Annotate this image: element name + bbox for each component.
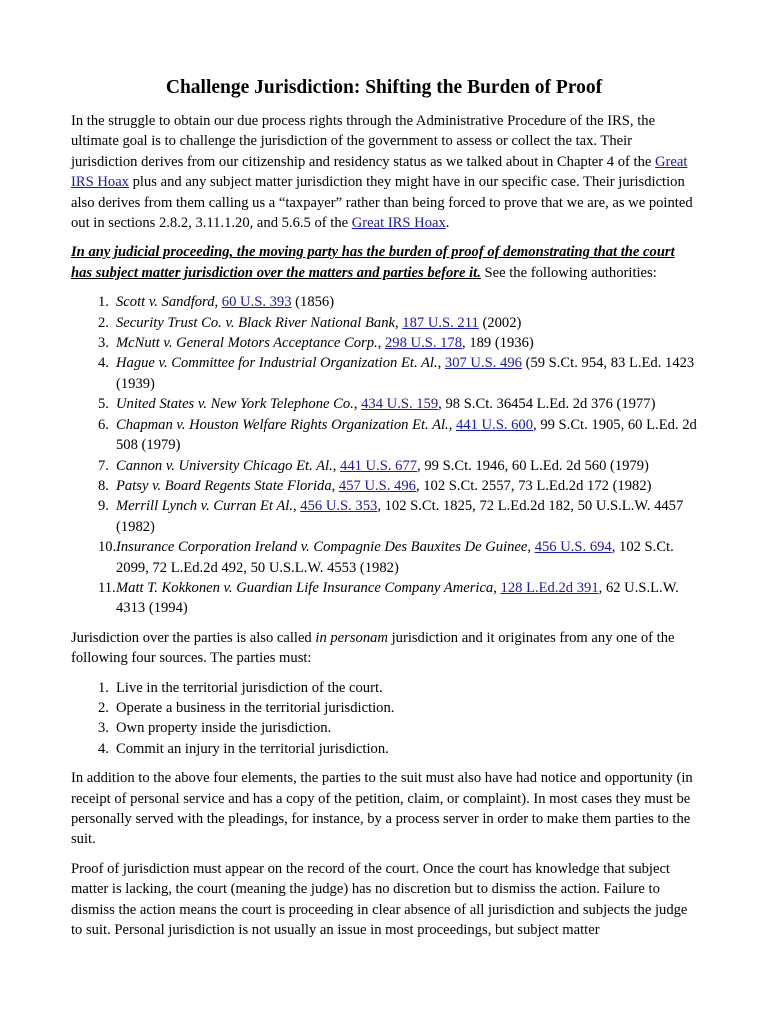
- burden-lead-statement: In any judicial proceeding, the moving party has the burden of proof of demonstrating that the court has subject matter jurisdiction over the matters and parties before it.: [71, 244, 675, 281]
- case-name: United States v. New York Telephone Co.: [116, 396, 354, 413]
- case-citation-link[interactable]: 187 U.S. 211: [402, 314, 479, 331]
- case-name: Security Trust Co. v. Black River National Bank: [116, 314, 395, 331]
- case-name: Scott v. Sandford: [116, 294, 215, 311]
- case-citation-link[interactable]: 298 U.S. 178: [384, 335, 463, 352]
- source-item: [71, 678, 697, 698]
- case-citation-link[interactable]: 456 U.S. 353: [300, 498, 378, 515]
- case-details: , 189 (1936): [462, 335, 534, 352]
- case-separator: ,: [214, 294, 222, 311]
- authority-item: [71, 537, 697, 578]
- authority-item: [71, 353, 697, 394]
- case-separator: ,: [377, 335, 385, 352]
- case-separator: ,: [292, 498, 301, 515]
- case-details: , 62 U.S.L.W. 4313 (1994): [116, 579, 679, 617]
- authority-item: [71, 394, 697, 414]
- list-number: 11.: [98, 579, 116, 596]
- list-number: 3.: [98, 335, 109, 352]
- list-number: 1.: [98, 294, 109, 311]
- source-item: [71, 718, 697, 738]
- source-text: Own property inside the jurisdiction.: [116, 720, 332, 737]
- case-separator: ,: [395, 314, 403, 331]
- great-irs-hoax-link-2[interactable]: Great IRS Hoax: [351, 215, 446, 232]
- case-separator: ,: [353, 396, 362, 413]
- source-item: [71, 739, 697, 759]
- list-number: 7.: [98, 457, 109, 474]
- case-citation-link[interactable]: 434 U.S. 159: [361, 396, 439, 413]
- in-personam-term: in personam: [315, 629, 388, 646]
- page-title: Challenge Jurisdiction: Shifting the Burden of Proof: [165, 77, 603, 98]
- burden-paragraph: [71, 242, 697, 283]
- list-number: 4.: [98, 740, 109, 757]
- case-details: , 102 S.Ct. 2099, 72 L.Ed.2d 492, 50 U.S.L.W. 4553 (1982): [116, 539, 674, 576]
- source-item: [71, 698, 697, 718]
- authority-item: [71, 333, 697, 353]
- case-citation-link[interactable]: 441 U.S. 600: [455, 416, 534, 433]
- authority-item: [71, 456, 697, 476]
- intro-text-1: In the struggle to obtain our due process rights through the Administrative Procedure of the IRS, the ultimate goal is to challenge the jurisdiction of the government to assess or collect the tax. Their jurisdiction derives from our citizenship and residency status as we talked about in Chapter 4 of the: [71, 113, 656, 170]
- case-details: (59 S.Ct. 954, 83 L.Ed. 1423 (1939): [116, 355, 695, 392]
- list-number: 5.: [98, 396, 109, 413]
- case-separator: ,: [448, 416, 456, 433]
- case-details: , 99 S.Ct. 1905, 60 L.Ed. 2d 508 (1979): [116, 416, 697, 454]
- list-number: 6.: [98, 416, 109, 433]
- case-citation-link[interactable]: 457 U.S. 496: [338, 477, 416, 494]
- authority-item: [71, 313, 697, 333]
- case-citation-link[interactable]: 128 L.Ed.2d 391: [500, 579, 599, 596]
- case-citation-link[interactable]: 60 U.S. 393: [221, 294, 292, 311]
- case-separator: ,: [437, 355, 445, 372]
- case-details: (2002): [478, 314, 522, 331]
- authority-item: [71, 578, 697, 619]
- case-name: Merrill Lynch v. Curran Et Al.: [116, 498, 293, 515]
- notice-paragraph: In addition to the above four elements, the parties to the suit must also have had notice and opportunity (in receipt of personal service and has a copy of the petition, claim, or complaint). In most cases they must be personally served with the pleadings, for instance, by a process server in order to make them parties to the suit.: [71, 770, 693, 848]
- case-details: , 99 S.Ct. 1946, 60 L.Ed. 2d 560 (1979): [417, 457, 649, 474]
- case-name: Patsy v. Board Regents State Florida: [116, 477, 332, 494]
- in-personam-text-1: Jurisdiction over the parties is also called: [71, 629, 316, 646]
- list-number: 10.: [98, 539, 117, 556]
- intro-text-3: .: [445, 215, 450, 232]
- case-details: (1856): [291, 294, 335, 311]
- authority-item: [71, 496, 697, 537]
- case-separator: ,: [331, 477, 339, 494]
- in-personam-paragraph: [71, 628, 697, 669]
- case-separator: ,: [493, 579, 501, 596]
- case-name: Insurance Corporation Ireland v. Compagnie Des Bauxites De Guinee: [116, 539, 528, 556]
- case-separator: ,: [332, 457, 341, 474]
- burden-text: See the following authorities:: [480, 264, 657, 281]
- source-text: Live in the territorial jurisdiction of the court.: [116, 679, 383, 696]
- list-number: 8.: [98, 477, 109, 494]
- list-number: 2.: [98, 314, 109, 331]
- case-citation-link[interactable]: 456 U.S. 694: [534, 539, 612, 556]
- list-number: 9.: [98, 498, 109, 515]
- case-citation-link[interactable]: 307 U.S. 496: [444, 355, 522, 372]
- in-personam-text-2: jurisdiction and it originates from any one of the following four sources. The parties must:: [71, 629, 675, 667]
- authority-item: [71, 415, 697, 456]
- list-number: 3.: [98, 720, 109, 737]
- source-text: Commit an injury in the territorial jurisdiction.: [116, 740, 389, 757]
- great-irs-hoax-link-1[interactable]: Great IRS Hoax: [71, 153, 688, 191]
- intro-paragraph: [71, 111, 697, 233]
- proof-paragraph: Proof of jurisdiction must appear on the record of the court. Once the court has knowledge that subject matter is lacking, the court (meaning the judge) has no discretion but to dismiss the action. Failure to dismiss the action means the court is proceeding in clear absence of all jurisdiction and subjects the judge to suit. Personal jurisdiction is not usually an issue in most proceedings, but subject matter: [71, 860, 688, 939]
- jurisdiction-sources-list: [71, 678, 697, 760]
- list-number: 4.: [98, 355, 109, 372]
- case-name: Hague v. Committee for Industrial Organization Et. Al.: [116, 355, 438, 372]
- case-details: , 102 S.Ct. 2557, 73 L.Ed.2d 172 (1982): [415, 477, 652, 494]
- authority-item: [71, 476, 697, 496]
- case-name: Chapman v. Houston Welfare Rights Organization Et. Al.: [116, 416, 449, 433]
- authority-item: [71, 292, 697, 312]
- source-text: Operate a business in the territorial jurisdiction.: [116, 699, 395, 716]
- case-details: , 102 S.Ct. 1825, 72 L.Ed.2d 182, 50 U.S.L.W. 4457 (1982): [116, 498, 684, 535]
- case-separator: ,: [527, 539, 535, 556]
- intro-text-2: plus and any subject matter jurisdiction they might have in our specific case. Their jurisdiction also derives from them calling us a “taxpayer” rather than being forced to prove that we are, as we pointed out in sections 2.8.2, 3.11.1.20, and 5.6.5 of the: [71, 174, 693, 232]
- list-number: 2.: [98, 699, 109, 716]
- list-number: 1.: [98, 679, 109, 696]
- case-citation-link[interactable]: 441 U.S. 677: [340, 457, 418, 474]
- case-name: Cannon v. University Chicago Et. Al.: [116, 457, 333, 474]
- authorities-list: [71, 292, 697, 619]
- case-name: Matt T. Kokkonen v. Guardian Life Insurance Company America: [116, 579, 494, 596]
- case-details: , 98 S.Ct. 36454 L.Ed. 2d 376 (1977): [438, 396, 656, 413]
- case-name: McNutt v. General Motors Acceptance Corp.: [116, 335, 378, 352]
